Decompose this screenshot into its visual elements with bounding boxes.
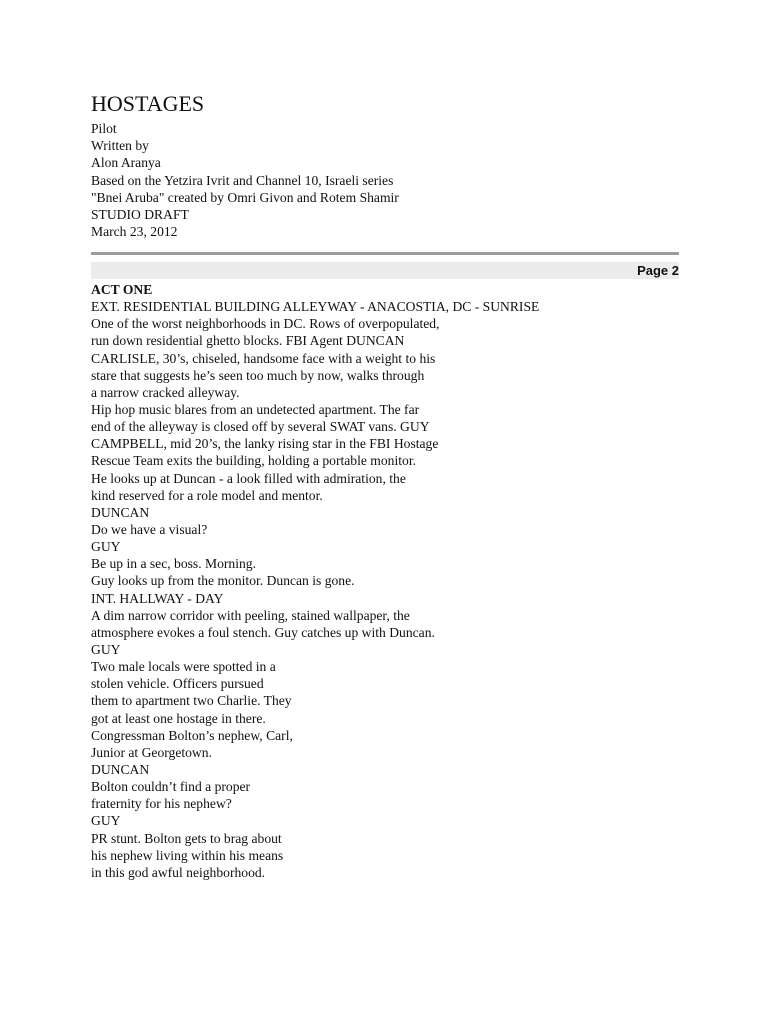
script-line: Be up in a sec, boss. Morning. [91,556,256,572]
script-line: Junior at Georgetown. [91,744,212,760]
script-body [91,281,679,881]
script-line: stare that suggests he’s seen too much by now, walks through [91,367,425,383]
script-line: EXT. RESIDENTIAL BUILDING ALLEYWAY - ANACOSTIA, DC - SUNRISE [91,299,540,315]
script-line: Congressman Bolton’s nephew, Carl, [91,727,293,743]
script-line: GUY [91,539,121,555]
script-line: Hip hop music blares from an undetected apartment. The far [91,401,420,417]
script-line: kind reserved for a role model and mentor. [91,487,323,503]
meta-line: Based on the Yetzira Ivrit and Channel 10, Israeli series [91,172,394,188]
script-line: He looks up at Duncan - a look filled with admiration, the [91,470,406,486]
script-line: One of the worst neighborhoods in DC. Rows of overpopulated, [91,316,440,332]
script-line: Do we have a visual? [91,521,208,537]
script-line: stolen vehicle. Officers pursued [91,676,264,692]
script-line: his nephew living within his means [91,847,284,863]
script-line: in this god awful neighborhood. [91,864,266,880]
document-title: HOSTAGES [91,91,205,116]
script-line: DUNCAN [91,761,150,777]
script-line: end of the alleyway is closed off by several SWAT vans. GUY [91,419,430,435]
script-line: A dim narrow corridor with peeling, stained wallpaper, the [91,607,410,623]
page-number-label: Page 2 [637,263,679,278]
meta-line: Pilot [91,121,117,136]
script-line: fraternity for his nephew? [91,796,232,812]
meta-line: STUDIO DRAFT [91,206,189,222]
script-line: PR stunt. Bolton gets to brag about [91,830,282,846]
script-line: got at least one hostage in there. [91,710,266,726]
script-line: DUNCAN [91,504,150,520]
script-line: CAMPBELL, mid 20’s, the lanky rising star in the FBI Hostage [91,436,439,452]
script-line: Bolton couldn’t find a proper [91,779,251,795]
script-line: a narrow cracked alleyway. [91,384,240,400]
document-header [91,88,679,240]
script-line: ACT ONE [91,282,153,297]
script-line: GUY [91,641,121,657]
meta-line: Alon Aranya [91,155,161,171]
meta-line: "Bnei Aruba" created by Omri Givon and Rotem Shamir [91,189,399,205]
script-line: atmosphere evokes a foul stench. Guy catches up with Duncan. [91,624,435,640]
title-page-meta [91,120,679,240]
page-divider [91,252,679,255]
script-line: Guy looks up from the monitor. Duncan is gone. [91,573,355,589]
script-line: run down residential ghetto blocks. FBI Agent DUNCAN [91,333,405,349]
script-line: INT. HALLWAY - DAY [91,590,224,606]
script-line: CARLISLE, 30’s, chiseled, handsome face with a weight to his [91,350,436,366]
script-line: them to apartment two Charlie. They [91,693,292,709]
page-number-bar [91,262,679,279]
meta-line: Written by [91,138,149,154]
meta-line: March 23, 2012 [91,224,178,240]
script-line: Two male locals were spotted in a [91,659,276,675]
script-line: GUY [91,813,121,829]
script-line: Rescue Team exits the building, holding a portable monitor. [91,453,416,469]
